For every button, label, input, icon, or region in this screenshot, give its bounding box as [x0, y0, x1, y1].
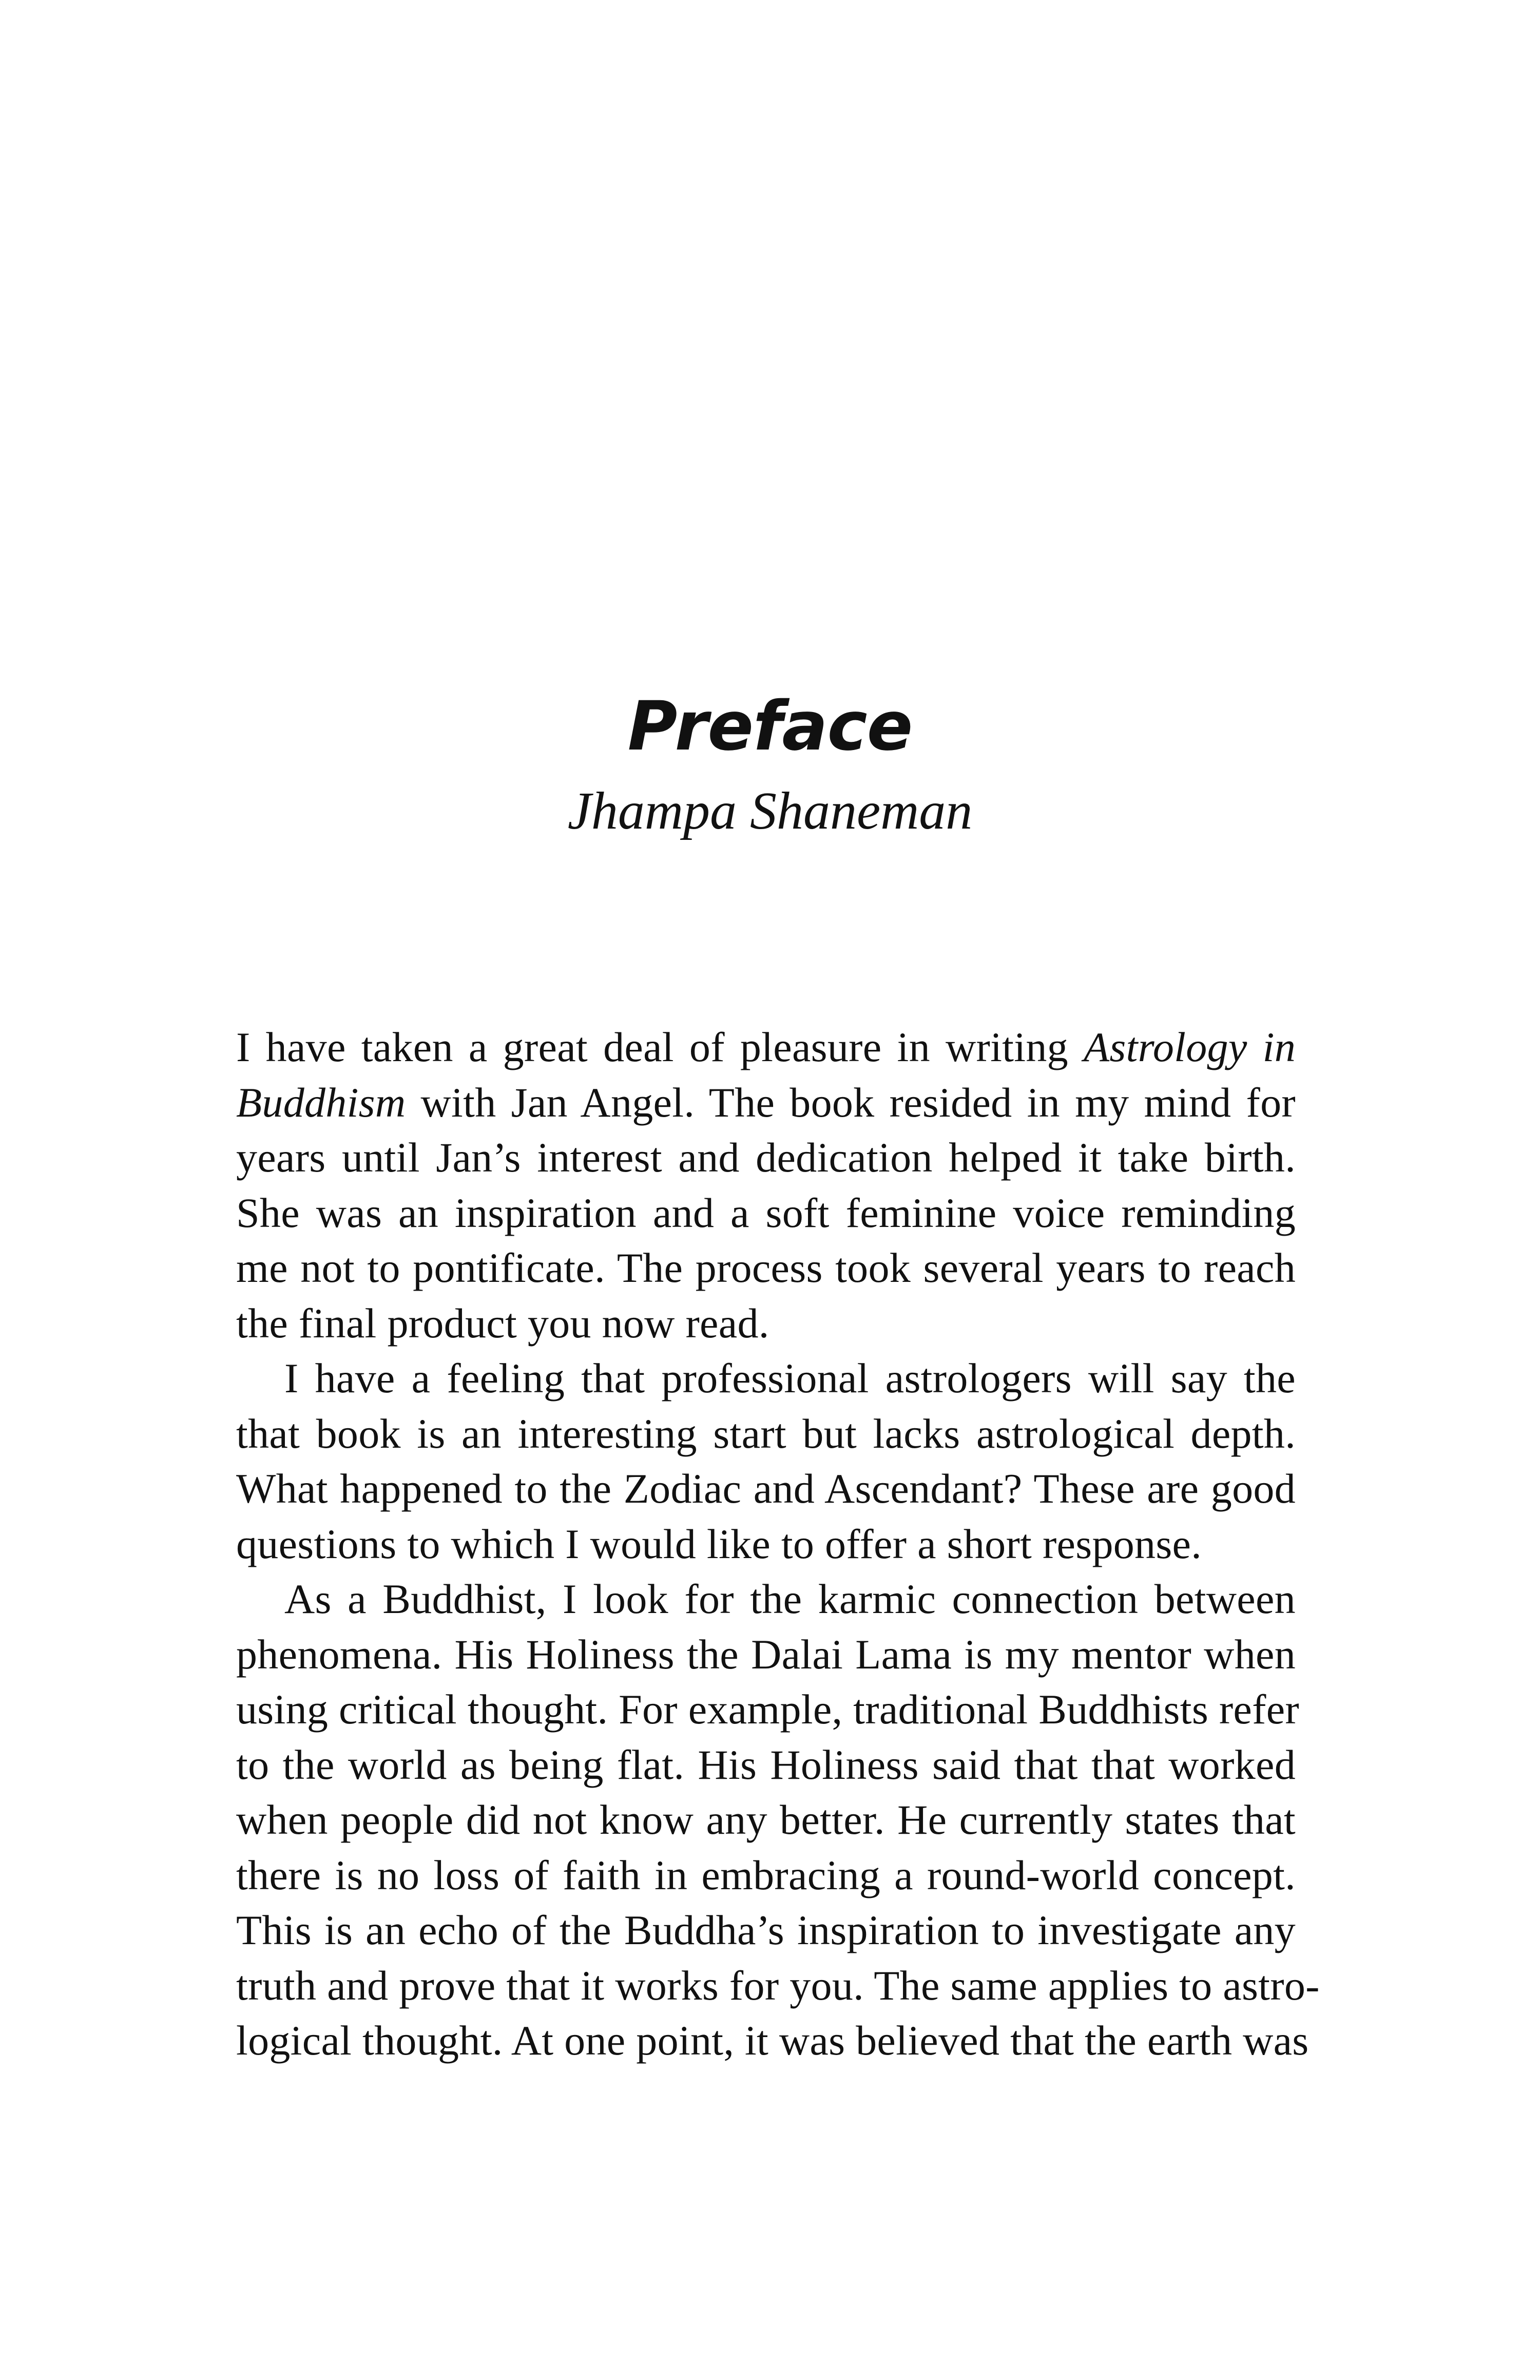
text-line: [236, 1130, 1296, 1185]
italic-text: Astrology in: [1084, 1024, 1296, 1070]
chapter-author: Jhampa Shaneman: [567, 781, 973, 840]
text-line: [236, 1958, 1320, 2013]
text-run: with Jan Angel. The book resided in my mind for: [406, 1079, 1296, 1126]
text-run: I have a feeling that professional astrologers will say the: [284, 1355, 1296, 1402]
text-run: me not to pontificate. The process took several years to reach: [236, 1244, 1296, 1291]
text-line: [236, 1517, 1296, 1572]
text-run: phenomena. His Holiness the Dalai Lama is my mentor when: [236, 1630, 1296, 1678]
text-run: What happened to the Zodiac and Ascendant? These are good: [236, 1465, 1296, 1512]
paragraph: [236, 1351, 1296, 1571]
text-run: truth and prove that it works for you. The same applies to astro-: [236, 1962, 1320, 2009]
paragraph: [236, 1571, 1320, 2068]
text-run: that book is an interesting start but lacks astrological depth.: [236, 1410, 1296, 1457]
text-line: [236, 1185, 1296, 1241]
text-line: [236, 1296, 1296, 1351]
text-run: when people did not know any better. He currently states that: [236, 1796, 1296, 1843]
text-line: [236, 1240, 1296, 1296]
text-line: [236, 1406, 1296, 1462]
text-run: to the world as being flat. His Holiness said that that worked: [236, 1741, 1296, 1788]
text-line: [236, 1848, 1296, 1903]
text-line: [236, 1792, 1296, 1848]
text-line: [236, 1351, 1296, 1406]
paragraph: [236, 1020, 1296, 1351]
text-run: She was an inspiration and a soft feminine voice reminding: [236, 1189, 1296, 1236]
italic-text: Buddhism: [236, 1079, 406, 1126]
text-run: As a Buddhist, I look for the karmic connection between: [284, 1576, 1296, 1622]
text-line: [236, 1737, 1296, 1793]
text-line: [236, 1461, 1296, 1517]
text-run: questions to which I would like to offer a short response.: [236, 1520, 1202, 1567]
text-run: the final product you now read.: [236, 1299, 769, 1347]
text-line: [236, 1075, 1296, 1130]
chapter-title: Preface: [627, 687, 913, 766]
text-run: This is an echo of the Buddha’s inspiration to investigate any: [236, 1907, 1296, 1953]
text-line: [236, 1903, 1296, 1958]
text-run: I have taken a great deal of pleasure in writing: [236, 1024, 1084, 1070]
text-run: using critical thought. For example, traditional Buddhists refer: [236, 1686, 1300, 1733]
text-run: years until Jan’s interest and dedication helped it take birth.: [236, 1134, 1296, 1181]
text-run: logical thought. At one point, it was believed that the earth was: [236, 2017, 1309, 2064]
text-line: [236, 2013, 1309, 2068]
text-line: [236, 1627, 1296, 1682]
text-line: [236, 1020, 1296, 1075]
body-text: [236, 1020, 1320, 2068]
text-line: [236, 1682, 1300, 1737]
text-line: [236, 1571, 1296, 1627]
text-run: there is no loss of faith in embracing a round-world concept.: [236, 1851, 1296, 1898]
